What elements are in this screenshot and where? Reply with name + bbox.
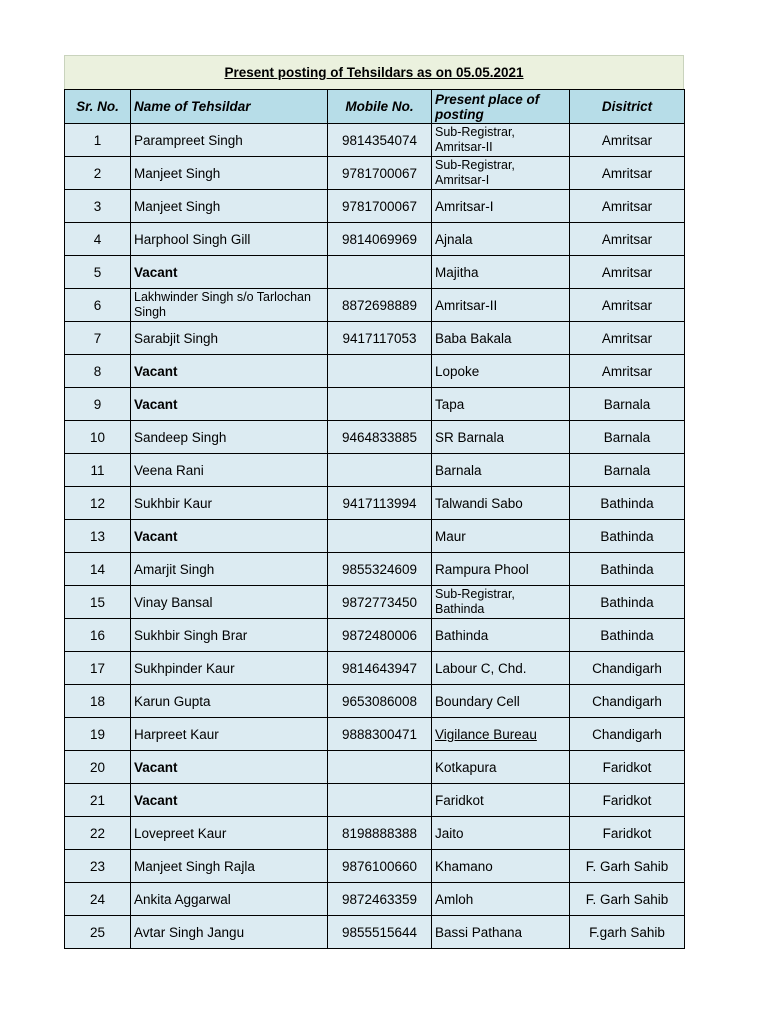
cell-district: Chandigarh <box>570 718 685 751</box>
cell-posting: Sub-Registrar, Bathinda <box>432 586 570 619</box>
table-row <box>65 586 685 619</box>
cell-posting: Amloh <box>432 883 570 916</box>
cell-name: Manjeet Singh Rajla <box>131 850 328 883</box>
cell-district: Amritsar <box>570 355 685 388</box>
cell-posting: Baba Bakala <box>432 322 570 355</box>
cell-mobile: 9888300471 <box>328 718 432 751</box>
cell-sr-no: 5 <box>65 256 131 289</box>
postings-table <box>64 89 685 949</box>
table-row <box>65 157 685 190</box>
cell-mobile <box>328 454 432 487</box>
table-row <box>65 289 685 322</box>
cell-posting: Bathinda <box>432 619 570 652</box>
cell-name: Sandeep Singh <box>131 421 328 454</box>
header-row <box>65 90 685 124</box>
cell-posting: Labour C, Chd. <box>432 652 570 685</box>
cell-name: Vinay Bansal <box>131 586 328 619</box>
cell-sr-no: 4 <box>65 223 131 256</box>
cell-district: F. Garh Sahib <box>570 850 685 883</box>
cell-mobile: 9855515644 <box>328 916 432 949</box>
table-row <box>65 454 685 487</box>
cell-mobile: 8198888388 <box>328 817 432 850</box>
cell-district: Faridkot <box>570 784 685 817</box>
cell-district: Barnala <box>570 421 685 454</box>
cell-district: Amritsar <box>570 190 685 223</box>
cell-name: Sukhbir Singh Brar <box>131 619 328 652</box>
cell-posting: Amritsar-II <box>432 289 570 322</box>
cell-district: Chandigarh <box>570 652 685 685</box>
cell-district: Amritsar <box>570 256 685 289</box>
cell-posting: Jaito <box>432 817 570 850</box>
table-row <box>65 190 685 223</box>
cell-sr-no: 8 <box>65 355 131 388</box>
cell-name: Vacant <box>131 388 328 421</box>
cell-mobile <box>328 388 432 421</box>
cell-sr-no: 15 <box>65 586 131 619</box>
cell-posting: Khamano <box>432 850 570 883</box>
cell-sr-no: 22 <box>65 817 131 850</box>
cell-sr-no: 20 <box>65 751 131 784</box>
cell-sr-no: 14 <box>65 553 131 586</box>
cell-posting: Kotkapura <box>432 751 570 784</box>
cell-posting: Rampura Phool <box>432 553 570 586</box>
cell-sr-no: 24 <box>65 883 131 916</box>
cell-mobile: 9872773450 <box>328 586 432 619</box>
cell-district: Bathinda <box>570 487 685 520</box>
cell-mobile: 9872463359 <box>328 883 432 916</box>
cell-sr-no: 17 <box>65 652 131 685</box>
cell-posting: Vigilance Bureau <box>432 718 570 751</box>
cell-mobile: 8872698889 <box>328 289 432 322</box>
header-name: Name of Tehsildar <box>131 90 328 124</box>
cell-posting: Faridkot <box>432 784 570 817</box>
cell-sr-no: 9 <box>65 388 131 421</box>
cell-posting: Lopoke <box>432 355 570 388</box>
header-posting: Present place of posting <box>432 90 570 124</box>
table-row <box>65 916 685 949</box>
cell-sr-no: 18 <box>65 685 131 718</box>
table-row <box>65 322 685 355</box>
cell-district: Faridkot <box>570 751 685 784</box>
table-row <box>65 751 685 784</box>
cell-sr-no: 19 <box>65 718 131 751</box>
cell-name: Sukhbir Kaur <box>131 487 328 520</box>
cell-posting: Bassi Pathana <box>432 916 570 949</box>
table-row <box>65 817 685 850</box>
cell-name: Vacant <box>131 520 328 553</box>
cell-district: Bathinda <box>570 586 685 619</box>
table-row <box>65 883 685 916</box>
cell-district: Amritsar <box>570 157 685 190</box>
cell-district: Amritsar <box>570 124 685 157</box>
cell-mobile: 9464833885 <box>328 421 432 454</box>
cell-name: Vacant <box>131 751 328 784</box>
cell-district: Amritsar <box>570 223 685 256</box>
cell-name: Vacant <box>131 256 328 289</box>
cell-name: Vacant <box>131 784 328 817</box>
cell-district: Bathinda <box>570 619 685 652</box>
cell-name: Lakhwinder Singh s/o Tarlochan Singh <box>131 289 328 322</box>
cell-district: Amritsar <box>570 289 685 322</box>
cell-mobile: 9417113994 <box>328 487 432 520</box>
cell-posting: Amritsar-I <box>432 190 570 223</box>
sheet-title: Present posting of Tehsildars as on 05.05.2021 <box>64 55 684 89</box>
cell-name: Sukhpinder Kaur <box>131 652 328 685</box>
header-sr-no: Sr. No. <box>65 90 131 124</box>
cell-district: Bathinda <box>570 520 685 553</box>
table-row <box>65 520 685 553</box>
cell-name: Lovepreet Kaur <box>131 817 328 850</box>
cell-district: Bathinda <box>570 553 685 586</box>
cell-mobile: 9872480006 <box>328 619 432 652</box>
table-row <box>65 487 685 520</box>
cell-mobile: 9855324609 <box>328 553 432 586</box>
cell-posting: Talwandi Sabo <box>432 487 570 520</box>
cell-name: Vacant <box>131 355 328 388</box>
cell-posting: Ajnala <box>432 223 570 256</box>
cell-sr-no: 11 <box>65 454 131 487</box>
cell-posting: Majitha <box>432 256 570 289</box>
cell-sr-no: 21 <box>65 784 131 817</box>
cell-mobile: 9653086008 <box>328 685 432 718</box>
cell-name: Karun Gupta <box>131 685 328 718</box>
cell-posting: Barnala <box>432 454 570 487</box>
cell-name: Parampreet Singh <box>131 124 328 157</box>
table-row <box>65 718 685 751</box>
cell-mobile: 9781700067 <box>328 157 432 190</box>
cell-mobile <box>328 520 432 553</box>
cell-mobile <box>328 256 432 289</box>
cell-posting: Sub-Registrar, Amritsar-I <box>432 157 570 190</box>
table-row <box>65 652 685 685</box>
cell-mobile <box>328 751 432 784</box>
cell-mobile <box>328 784 432 817</box>
cell-sr-no: 23 <box>65 850 131 883</box>
cell-posting: Maur <box>432 520 570 553</box>
cell-sr-no: 16 <box>65 619 131 652</box>
cell-district: Barnala <box>570 388 685 421</box>
cell-mobile: 9417117053 <box>328 322 432 355</box>
cell-posting: Sub-Registrar, Amritsar-II <box>432 124 570 157</box>
cell-mobile: 9781700067 <box>328 190 432 223</box>
cell-name: Manjeet Singh <box>131 157 328 190</box>
cell-posting: Boundary Cell <box>432 685 570 718</box>
cell-sr-no: 13 <box>65 520 131 553</box>
table-row <box>65 388 685 421</box>
table-row <box>65 784 685 817</box>
cell-name: Harphool Singh Gill <box>131 223 328 256</box>
cell-sr-no: 12 <box>65 487 131 520</box>
header-mobile: Mobile No. <box>328 90 432 124</box>
cell-sr-no: 2 <box>65 157 131 190</box>
cell-sr-no: 10 <box>65 421 131 454</box>
cell-posting: SR Barnala <box>432 421 570 454</box>
cell-mobile: 9814643947 <box>328 652 432 685</box>
cell-name: Sarabjit Singh <box>131 322 328 355</box>
cell-district: Amritsar <box>570 322 685 355</box>
cell-name: Harpreet Kaur <box>131 718 328 751</box>
table-row <box>65 256 685 289</box>
cell-mobile <box>328 355 432 388</box>
cell-sr-no: 3 <box>65 190 131 223</box>
table-row <box>65 553 685 586</box>
cell-sr-no: 1 <box>65 124 131 157</box>
cell-mobile: 9814354074 <box>328 124 432 157</box>
table-row <box>65 685 685 718</box>
table-row <box>65 355 685 388</box>
cell-district: Chandigarh <box>570 685 685 718</box>
cell-posting: Tapa <box>432 388 570 421</box>
cell-district: F. Garh Sahib <box>570 883 685 916</box>
cell-district: Faridkot <box>570 817 685 850</box>
table-row <box>65 421 685 454</box>
cell-mobile: 9876100660 <box>328 850 432 883</box>
cell-name: Avtar Singh Jangu <box>131 916 328 949</box>
table-row <box>65 223 685 256</box>
tehsildar-posting-sheet <box>64 55 684 949</box>
table-row <box>65 619 685 652</box>
cell-name: Veena Rani <box>131 454 328 487</box>
cell-mobile: 9814069969 <box>328 223 432 256</box>
header-district: Disitrict <box>570 90 685 124</box>
table-row <box>65 850 685 883</box>
cell-name: Manjeet Singh <box>131 190 328 223</box>
cell-sr-no: 7 <box>65 322 131 355</box>
cell-name: Ankita Aggarwal <box>131 883 328 916</box>
cell-sr-no: 25 <box>65 916 131 949</box>
table-row <box>65 124 685 157</box>
cell-sr-no: 6 <box>65 289 131 322</box>
cell-district: Barnala <box>570 454 685 487</box>
cell-district: F.garh Sahib <box>570 916 685 949</box>
cell-name: Amarjit Singh <box>131 553 328 586</box>
